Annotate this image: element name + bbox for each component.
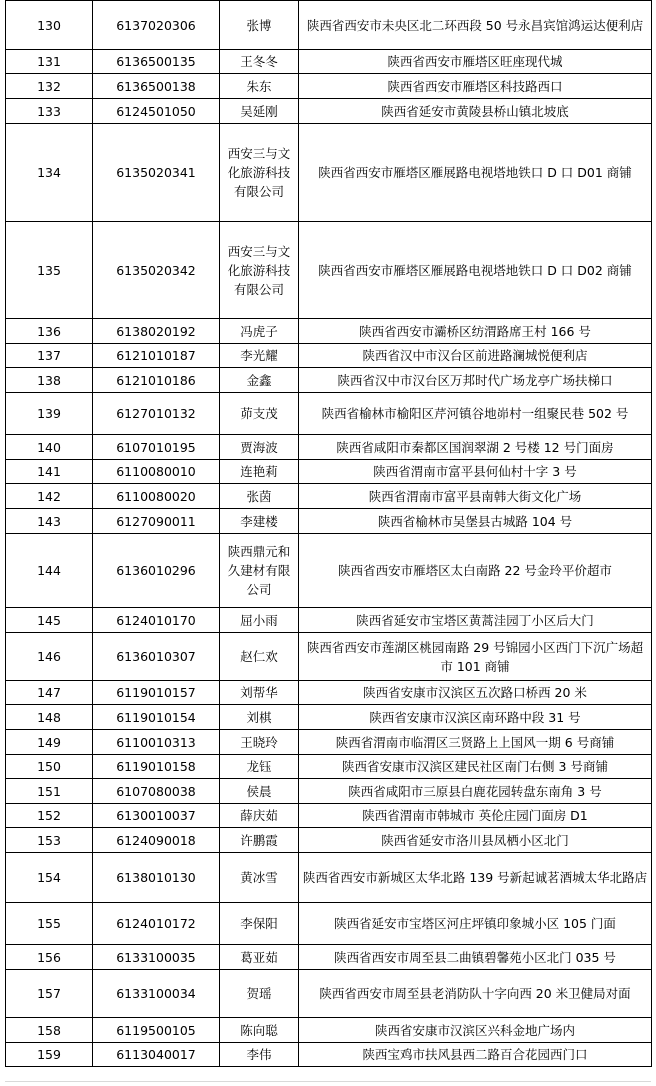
outlet-address: 陕西省渭南市临渭区三贤路上上国风一期 6 号商铺 [299,730,652,755]
table-row [6,393,652,435]
outlet-code: 6110080020 [93,484,220,509]
outlet-address: 陕西省榆林市榆阳区芹河镇谷地峁村一组聚民巷 502 号 [299,393,652,435]
owner-name: 吴延刚 [220,99,299,124]
owner-name: 茆支茂 [220,393,299,435]
outlet-address: 陕西省榆林市吴堡县古城路 104 号 [299,509,652,534]
row-number: 137 [6,344,93,368]
table-row [6,903,652,945]
outlet-code: 6137020306 [93,1,220,50]
table-row [6,1,652,50]
row-number: 149 [6,730,93,755]
outlet-address: 陕西省西安市雁塔区科技路西口 [299,74,652,99]
row-number: 131 [6,50,93,74]
outlet-address: 陕西省咸阳市秦都区国润翠湖 2 号楼 12 号门面房 [299,435,652,460]
outlet-address: 陕西省汉中市汉台区前进路澜城悦便利店 [299,344,652,368]
outlet-code: 6130010037 [93,804,220,828]
table-row [6,368,652,393]
outlet-address: 陕西省西安市周至县二曲镇碧馨苑小区北门 035 号 [299,945,652,970]
outlet-address: 陕西省延安市宝塔区黄蒿洼园丁小区后大门 [299,608,652,633]
outlet-code: 6121010187 [93,344,220,368]
owner-name: 刘棋 [220,705,299,730]
owner-name: 西安三与文化旅游科技有限公司 [220,124,299,222]
owner-name: 葛亚茹 [220,945,299,970]
outlet-code: 6136010307 [93,633,220,681]
table-row [6,633,652,681]
row-number: 144 [6,534,93,608]
table-row [6,222,652,319]
outlet-address: 陕西省安康市汉滨区五次路口桥西 20 米 [299,681,652,705]
outlet-code: 6136500138 [93,74,220,99]
table-row [6,534,652,608]
outlet-code: 6135020341 [93,124,220,222]
owner-name: 朱东 [220,74,299,99]
outlet-code: 6138020192 [93,319,220,344]
outlet-address: 陕西省安康市汉滨区兴科金地广场内 [299,1018,652,1043]
owner-name: 张茵 [220,484,299,509]
outlet-code: 6119010154 [93,705,220,730]
outlet-address: 陕西省延安市洛川县凤栖小区北门 [299,828,652,853]
owner-name: 龙钰 [220,755,299,779]
outlet-code: 6121010186 [93,368,220,393]
row-number: 152 [6,804,93,828]
owner-name: 李光耀 [220,344,299,368]
outlet-address: 陕西省西安市灞桥区纺渭路席王村 166 号 [299,319,652,344]
owner-name: 刘帮华 [220,681,299,705]
outlet-code: 6138010130 [93,853,220,903]
row-number: 135 [6,222,93,319]
owner-name: 李建楼 [220,509,299,534]
table-row [6,853,652,903]
owner-name: 金鑫 [220,368,299,393]
outlet-code: 6110010313 [93,730,220,755]
outlet-code: 6133100035 [93,945,220,970]
row-number: 157 [6,970,93,1018]
outlet-address: 陕西宝鸡市扶风县西二路百合花园西门口 [299,1043,652,1067]
outlet-code: 6124501050 [93,99,220,124]
outlet-code: 6124090018 [93,828,220,853]
row-number: 146 [6,633,93,681]
table-row [6,681,652,705]
outlet-address: 陕西省西安市莲湖区桃园南路 29 号锦园小区西门下沉广场超市 101 商铺 [299,633,652,681]
outlet-address: 陕西省西安市周至县老消防队十字向西 20 米卫健局对面 [299,970,652,1018]
table-row [6,99,652,124]
table-row [6,804,652,828]
owner-name: 冯虎子 [220,319,299,344]
outlet-code: 6119500105 [93,1018,220,1043]
outlet-address: 陕西省安康市汉滨区南环路中段 31 号 [299,705,652,730]
outlet-code: 6110080010 [93,460,220,484]
owner-name: 侯晨 [220,779,299,804]
outlet-address: 陕西省延安市宝塔区河庄坪镇印象城小区 105 门面 [299,903,652,945]
row-number: 143 [6,509,93,534]
owner-name: 王晓玲 [220,730,299,755]
table-row [6,1018,652,1043]
table-row [6,945,652,970]
table-row [6,730,652,755]
outlet-code: 6113040017 [93,1043,220,1067]
row-number: 147 [6,681,93,705]
row-number: 153 [6,828,93,853]
owner-name: 贺瑶 [220,970,299,1018]
outlet-code: 6127090011 [93,509,220,534]
row-number: 133 [6,99,93,124]
outlet-address: 陕西省延安市黄陵县桥山镇北坡底 [299,99,652,124]
row-number: 132 [6,74,93,99]
outlet-address: 陕西省西安市新城区太华北路 139 号新起诚茗酒城太华北路店 [299,853,652,903]
owner-name: 陕西鼎元和久建材有限公司 [220,534,299,608]
row-number: 142 [6,484,93,509]
outlet-code: 6136500135 [93,50,220,74]
table-row [6,484,652,509]
table-row [6,319,652,344]
table-row [6,828,652,853]
row-number: 159 [6,1043,93,1067]
owner-name: 黄冰雪 [220,853,299,903]
table-row [6,435,652,460]
owner-name: 薛庆茹 [220,804,299,828]
outlet-address: 陕西省渭南市富平县何仙村十字 3 号 [299,460,652,484]
table-row [6,779,652,804]
table-row [6,124,652,222]
outlet-code: 6119010158 [93,755,220,779]
table-row [6,74,652,99]
outlet-address: 陕西省西安市未央区北二环西段 50 号永昌宾馆鸿运达便利店 [299,1,652,50]
outlet-code: 6119010157 [93,681,220,705]
outlet-code: 6107080038 [93,779,220,804]
table-row [6,344,652,368]
page-bottom-divider [5,1081,651,1082]
table-row [6,1043,652,1067]
owner-name: 王冬冬 [220,50,299,74]
row-number: 156 [6,945,93,970]
row-number: 151 [6,779,93,804]
outlet-code: 6127010132 [93,393,220,435]
row-number: 155 [6,903,93,945]
outlet-code: 6135020342 [93,222,220,319]
table-row [6,50,652,74]
outlet-address: 陕西省渭南市富平县南韩大街文化广场 [299,484,652,509]
table-row [6,509,652,534]
table-row [6,970,652,1018]
owner-name: 李保阳 [220,903,299,945]
row-number: 139 [6,393,93,435]
table-row [6,705,652,730]
row-number: 140 [6,435,93,460]
row-number: 145 [6,608,93,633]
outlet-address: 陕西省西安市雁塔区雁展路电视塔地铁口 D 口 D01 商铺 [299,124,652,222]
owner-name: 西安三与文化旅游科技有限公司 [220,222,299,319]
outlet-code: 6107010195 [93,435,220,460]
owner-name: 赵仁欢 [220,633,299,681]
row-number: 130 [6,1,93,50]
owner-name: 李伟 [220,1043,299,1067]
outlet-code: 6124010170 [93,608,220,633]
outlet-address: 陕西省咸阳市三原县白鹿花园转盘东南角 3 号 [299,779,652,804]
owner-name: 连艳莉 [220,460,299,484]
outlet-address: 陕西省安康市汉滨区建民社区南门右侧 3 号商铺 [299,755,652,779]
outlet-address: 陕西省西安市雁塔区太白南路 22 号金玲平价超市 [299,534,652,608]
table-row [6,460,652,484]
row-number: 141 [6,460,93,484]
row-number: 134 [6,124,93,222]
outlet-code: 6124010172 [93,903,220,945]
outlet-code: 6136010296 [93,534,220,608]
table-row [6,755,652,779]
row-number: 154 [6,853,93,903]
outlet-table [5,0,652,1067]
row-number: 148 [6,705,93,730]
owner-name: 陈向聪 [220,1018,299,1043]
outlet-address: 陕西省西安市雁塔区雁展路电视塔地铁口 D 口 D02 商铺 [299,222,652,319]
outlet-address: 陕西省汉中市汉台区万邦时代广场龙亭广场扶梯口 [299,368,652,393]
owner-name: 张博 [220,1,299,50]
owner-name: 屈小雨 [220,608,299,633]
table-row [6,608,652,633]
row-number: 158 [6,1018,93,1043]
owner-name: 贾海波 [220,435,299,460]
owner-name: 许鹏霞 [220,828,299,853]
outlet-address: 陕西省西安市雁塔区旺座现代城 [299,50,652,74]
outlet-code: 6133100034 [93,970,220,1018]
row-number: 138 [6,368,93,393]
row-number: 136 [6,319,93,344]
outlet-address: 陕西省渭南市韩城市 英伦庄园门面房 D1 [299,804,652,828]
row-number: 150 [6,755,93,779]
